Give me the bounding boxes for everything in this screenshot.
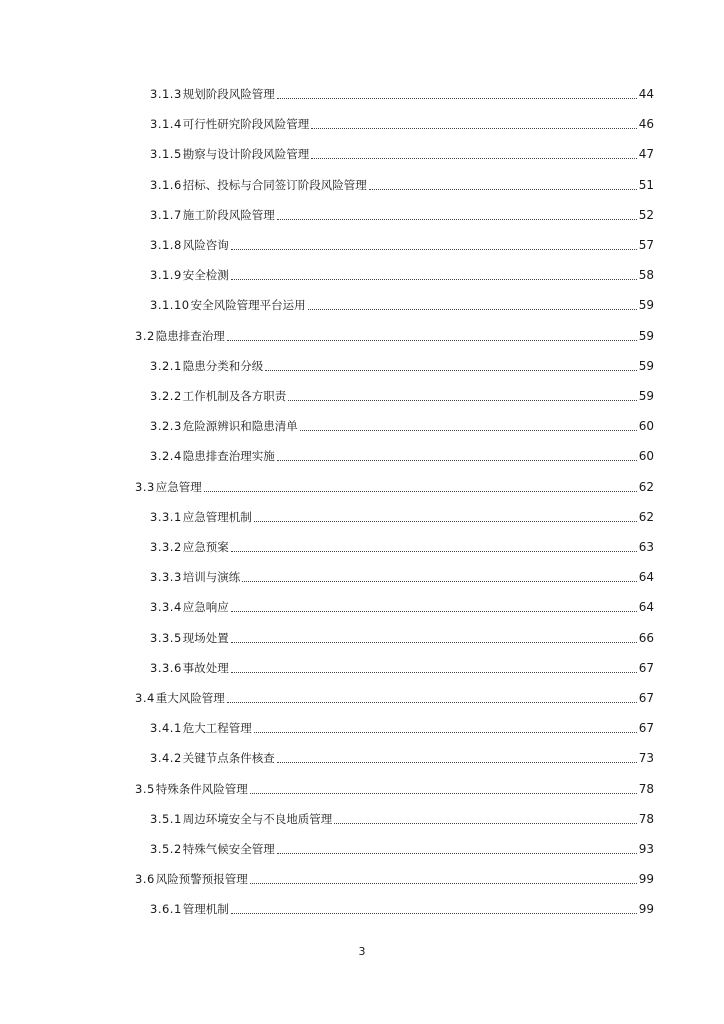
entry-page-number: 66 [638,630,654,645]
toc-section-entry [135,870,654,888]
toc-subsection-entry [150,357,654,375]
entry-title: 勘察与设计阶段风险管理 [182,147,310,162]
dot-leader [254,731,637,733]
dot-leader [231,912,637,914]
entry-title: 风险咨询 [182,238,229,252]
entry-title: 应急管理 [155,479,202,494]
dot-leader [288,399,636,401]
dot-leader [265,369,636,371]
entry-number: 3.2.2 [150,389,182,403]
dot-leader [250,792,637,794]
dot-leader [231,671,637,673]
entry-title: 施工阶段风险管理 [182,207,275,222]
entry-title: 周边环境安全与不良地质管理 [182,811,333,826]
entry-number: 3.3.6 [150,660,182,675]
dot-leader [311,127,636,129]
entry-title: 应急响应 [182,600,229,615]
entry-title: 应急预案 [182,540,229,554]
entry-title: 现场处置 [182,630,229,645]
entry-page-number: 78 [638,811,654,826]
entry-title: 管理机制 [182,902,229,917]
entry-title: 培训与演练 [182,570,241,585]
entry-page-number: 59 [638,389,654,403]
entry-page-number: 78 [638,781,654,796]
entry-page-number: 67 [638,721,654,736]
toc-subsection-entry [150,296,654,314]
entry-number: 3.4.1 [150,721,182,736]
toc-subsection-entry [150,508,654,526]
entry-number: 3.6.1 [150,902,182,917]
entry-number: 3.2.1 [150,358,182,373]
dot-leader [334,822,636,824]
dot-leader [250,882,637,884]
dot-leader [231,641,637,643]
entry-page-number: 93 [638,842,654,856]
toc-section-entry [135,327,654,345]
entry-title: 事故处理 [182,660,229,675]
entry-title: 特殊条件风险管理 [155,781,248,796]
entry-number: 3.6 [135,872,155,887]
entry-number: 3.3.1 [150,509,182,524]
entry-page-number: 62 [638,479,654,494]
toc-subsection-entry [150,598,654,616]
entry-page-number: 99 [638,902,654,917]
toc-subsection-entry [150,236,654,254]
entry-page-number: 67 [638,660,654,675]
dot-leader [254,520,637,522]
toc-subsection-entry [150,538,654,556]
toc-subsection-entry [150,719,654,737]
entry-page-number: 47 [638,147,654,162]
toc-section-entry [135,780,654,798]
entry-title: 隐患排查治理实施 [182,449,275,464]
toc-subsection-entry [150,447,654,465]
entry-title: 特殊气候安全管理 [182,842,275,856]
entry-page-number: 64 [638,600,654,615]
entry-title: 招标、投标与合同签订阶段风险管理 [182,177,367,192]
entry-title: 安全风险管理平台运用 [190,298,306,313]
entry-number: 3.1.4 [150,117,182,132]
toc-subsection-entry [150,568,654,586]
dot-leader [277,761,637,763]
entry-page-number: 60 [638,419,654,434]
toc-subsection-entry [150,417,654,435]
dot-leader [231,550,637,552]
entry-number: 3.1.10 [150,298,190,313]
dot-leader [231,248,637,250]
entry-title: 隐患排查治理 [155,328,225,343]
toc-subsection-entry [150,810,654,828]
entry-title: 应急管理机制 [182,509,252,524]
entry-page-number: 51 [638,177,654,192]
entry-title: 危险源辨识和隐患清单 [182,419,298,434]
entry-number: 3.1.5 [150,147,182,162]
toc-subsection-entry [150,115,654,133]
entry-number: 3.5.1 [150,811,182,826]
entry-number: 3.1.6 [150,177,182,192]
entry-number: 3.1.8 [150,238,182,252]
entry-page-number: 46 [638,117,654,132]
entry-title: 安全检测 [182,268,229,283]
entry-number: 3.3 [135,479,155,494]
entry-number: 3.3.3 [150,570,182,585]
entry-number: 3.4 [135,691,155,705]
entry-number: 3.5 [135,781,155,796]
entry-title: 隐患分类和分级 [182,358,264,373]
entry-page-number: 58 [638,268,654,283]
entry-page-number: 57 [638,238,654,252]
toc-subsection-entry [150,659,654,677]
entry-number: 3.2 [135,328,155,343]
entry-number: 3.4.2 [150,751,182,766]
toc-subsection-entry [150,387,654,405]
toc-subsection-entry [150,749,654,767]
entry-page-number: 62 [638,509,654,524]
entry-page-number: 59 [638,298,654,313]
dot-leader [300,429,637,431]
entry-page-number: 63 [638,540,654,554]
entry-number: 3.1.7 [150,207,182,222]
page-number: 3 [358,945,366,958]
dot-leader [369,188,637,190]
dot-leader [311,157,636,159]
dot-leader [227,701,637,703]
toc-subsection-entry [150,840,654,858]
entry-page-number: 59 [638,328,654,343]
dot-leader [308,308,637,310]
dot-leader [204,490,637,492]
entry-page-number: 44 [638,87,654,101]
toc-subsection-entry [150,900,654,918]
entry-number: 3.1.9 [150,268,182,283]
entry-title: 规划阶段风险管理 [182,87,275,101]
toc-subsection-entry [150,629,654,647]
toc-subsection-entry [150,85,654,103]
toc-subsection-entry [150,266,654,284]
entry-title: 关键节点条件核查 [182,751,275,766]
dot-leader [227,339,637,341]
entry-number: 3.2.3 [150,419,182,434]
dot-leader [277,97,637,99]
entry-page-number: 99 [638,872,654,887]
entry-number: 3.1.3 [150,87,182,101]
toc-section-entry [135,689,654,707]
toc-subsection-entry [150,176,654,194]
entry-page-number: 52 [638,207,654,222]
entry-title: 危大工程管理 [182,721,252,736]
entry-page-number: 67 [638,691,654,705]
entry-page-number: 73 [638,751,654,766]
entry-number: 3.3.2 [150,540,182,554]
entry-number: 3.5.2 [150,842,182,856]
entry-title: 重大风险管理 [155,691,225,705]
dot-leader [277,459,637,461]
entry-title: 风险预警预报管理 [155,872,248,887]
entry-title: 可行性研究阶段风险管理 [182,117,310,132]
entry-number: 3.2.4 [150,449,182,464]
dot-leader [277,852,637,854]
dot-leader [231,278,637,280]
entry-number: 3.3.4 [150,600,182,615]
toc-subsection-entry [150,206,654,224]
dot-leader [242,580,636,582]
dot-leader [231,610,637,612]
entry-title: 工作机制及各方职责 [182,389,287,403]
dot-leader [277,218,637,220]
entry-page-number: 60 [638,449,654,464]
entry-page-number: 59 [638,358,654,373]
entry-page-number: 64 [638,570,654,585]
entry-number: 3.3.5 [150,630,182,645]
toc-section-entry [135,478,654,496]
toc-subsection-entry [150,145,654,163]
